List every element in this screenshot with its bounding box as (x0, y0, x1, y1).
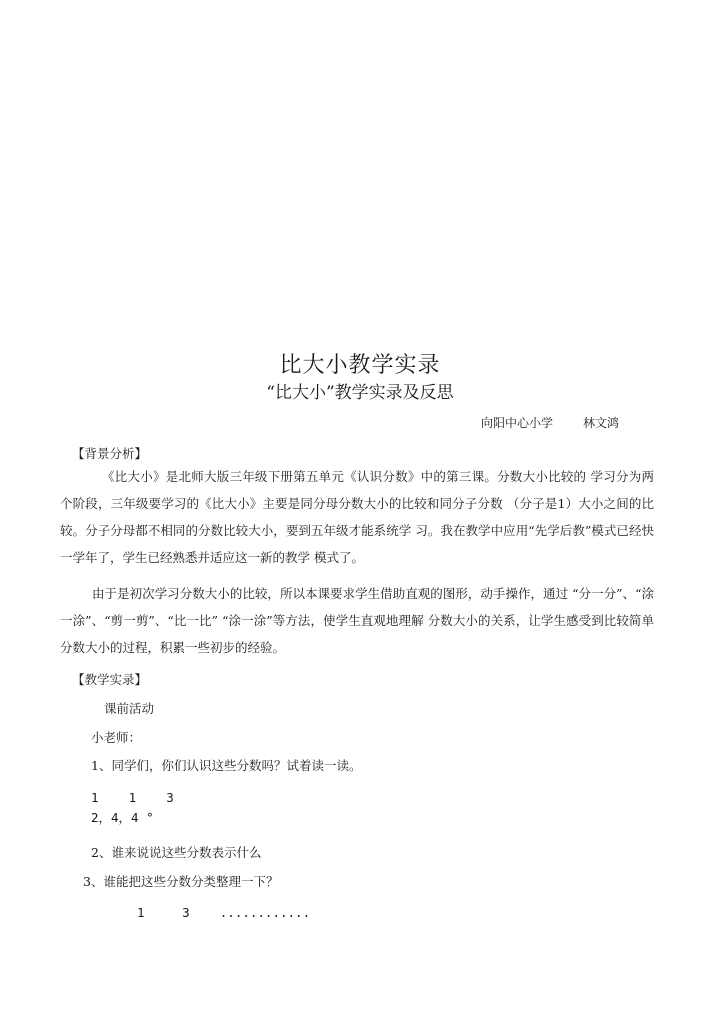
section-record-heading: 【教学实录】 (72, 672, 148, 687)
sorted-fractions-line: 1 3 ............ (137, 905, 311, 920)
school-name: 向阳中心小学 (481, 416, 554, 430)
document-subtitle: “比大小”教学实录及反思 (266, 383, 454, 403)
question-3: 3、谁能把这些分数分类整理一下？ (83, 874, 279, 889)
section-background-heading: 【背景分析】 (72, 446, 148, 461)
background-paragraph-1: 《比大小》是北师大版三年级下册第五单元《认识分数》中的第三课。分数大小比较的 学习分为两个阶段，三年级要学习的《比大小》主要是同分母分数大小的比较和同分子分数 （分子是1）大小之间的比较。分子分母都不相同的分数比较大小，要到五年级才能系统学 习。我在教学中应用“先学后教”模式已经快一学年了，学生已经熟悉并适应这一新的教学 模式了。 (60, 469, 654, 565)
question-2: 2、谁来说说这些分数表示什么 (91, 845, 262, 860)
background-paragraph-2: 由于是初次学习分数大小的比较，所以本课要求学生借助直观的图形，动手操作，通过 “分一分”、“涂一涂”、“剪一剪”、“比一比” “涂一涂”等方法，使学生直观地理解 分数大小的关系，让学生感受到比较简单分数大小的过程，积累一些初步的经验。 (60, 586, 654, 655)
question-1: 1、同学们，你们认识这些分数吗？试着读一读。 (91, 758, 362, 773)
pre-class-activity: 课前活动 (104, 701, 155, 716)
little-teacher-label: 小老师： (91, 730, 142, 745)
document-title: 比大小教学实录 (279, 353, 441, 378)
author-name: 林文鸿 (583, 416, 620, 430)
fractions-numerators: 1 1 3 (91, 790, 174, 805)
fractions-denominators: 2，4，4 ° (91, 810, 154, 825)
